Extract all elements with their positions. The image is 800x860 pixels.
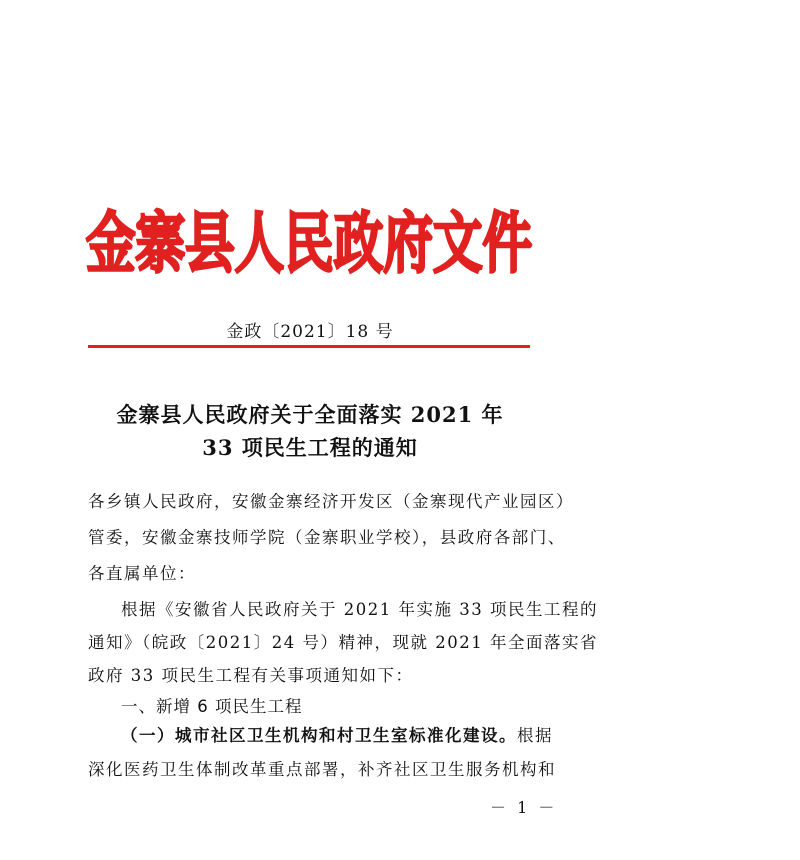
red-divider-line	[88, 345, 530, 348]
document-title-line-2: 33 项民生工程的通知	[202, 435, 418, 460]
item-1-paragraph-line-2: 深化医药卫生体制改革重点部署，补齐社区卫生服务机构和	[88, 760, 556, 779]
intro-paragraph-line-3: 政府 33 项民生工程有关事项通知如下：	[88, 666, 414, 685]
page-number: － 1 －	[490, 798, 558, 817]
masthead-title	[86, 178, 536, 288]
masthead-title-text: 金寨县人民政府文件	[86, 205, 532, 282]
item-1-paragraph-line-1	[121, 726, 553, 746]
item-1-heading: （一）城市社区卫生机构和村卫生室标准化建设。	[121, 726, 517, 745]
section-heading-1: 一、新增 6 项民生工程	[121, 697, 303, 716]
addressee-line-3: 各直属单位：	[88, 564, 196, 583]
document-title-line-1: 金寨县人民政府关于全面落实 2021 年	[116, 402, 504, 427]
document-number: 金政〔2021〕18 号	[226, 322, 394, 342]
addressee-line-1: 各乡镇人民政府，安徽金寨经济开发区（金寨现代产业园区）	[88, 492, 574, 511]
intro-paragraph-line-2: 通知》（皖政〔2021〕24 号）精神，现就 2021 年全面落实省	[88, 633, 598, 652]
addressee-line-2: 管委，安徽金寨技师学院（金寨职业学校），县政府各部门、	[88, 528, 566, 547]
item-1-text: 根据	[517, 726, 553, 745]
intro-paragraph-line-1: 根据《安徽省人民政府关于 2021 年实施 33 项民生工程的	[121, 600, 598, 619]
masthead-title-graphic	[86, 178, 536, 288]
